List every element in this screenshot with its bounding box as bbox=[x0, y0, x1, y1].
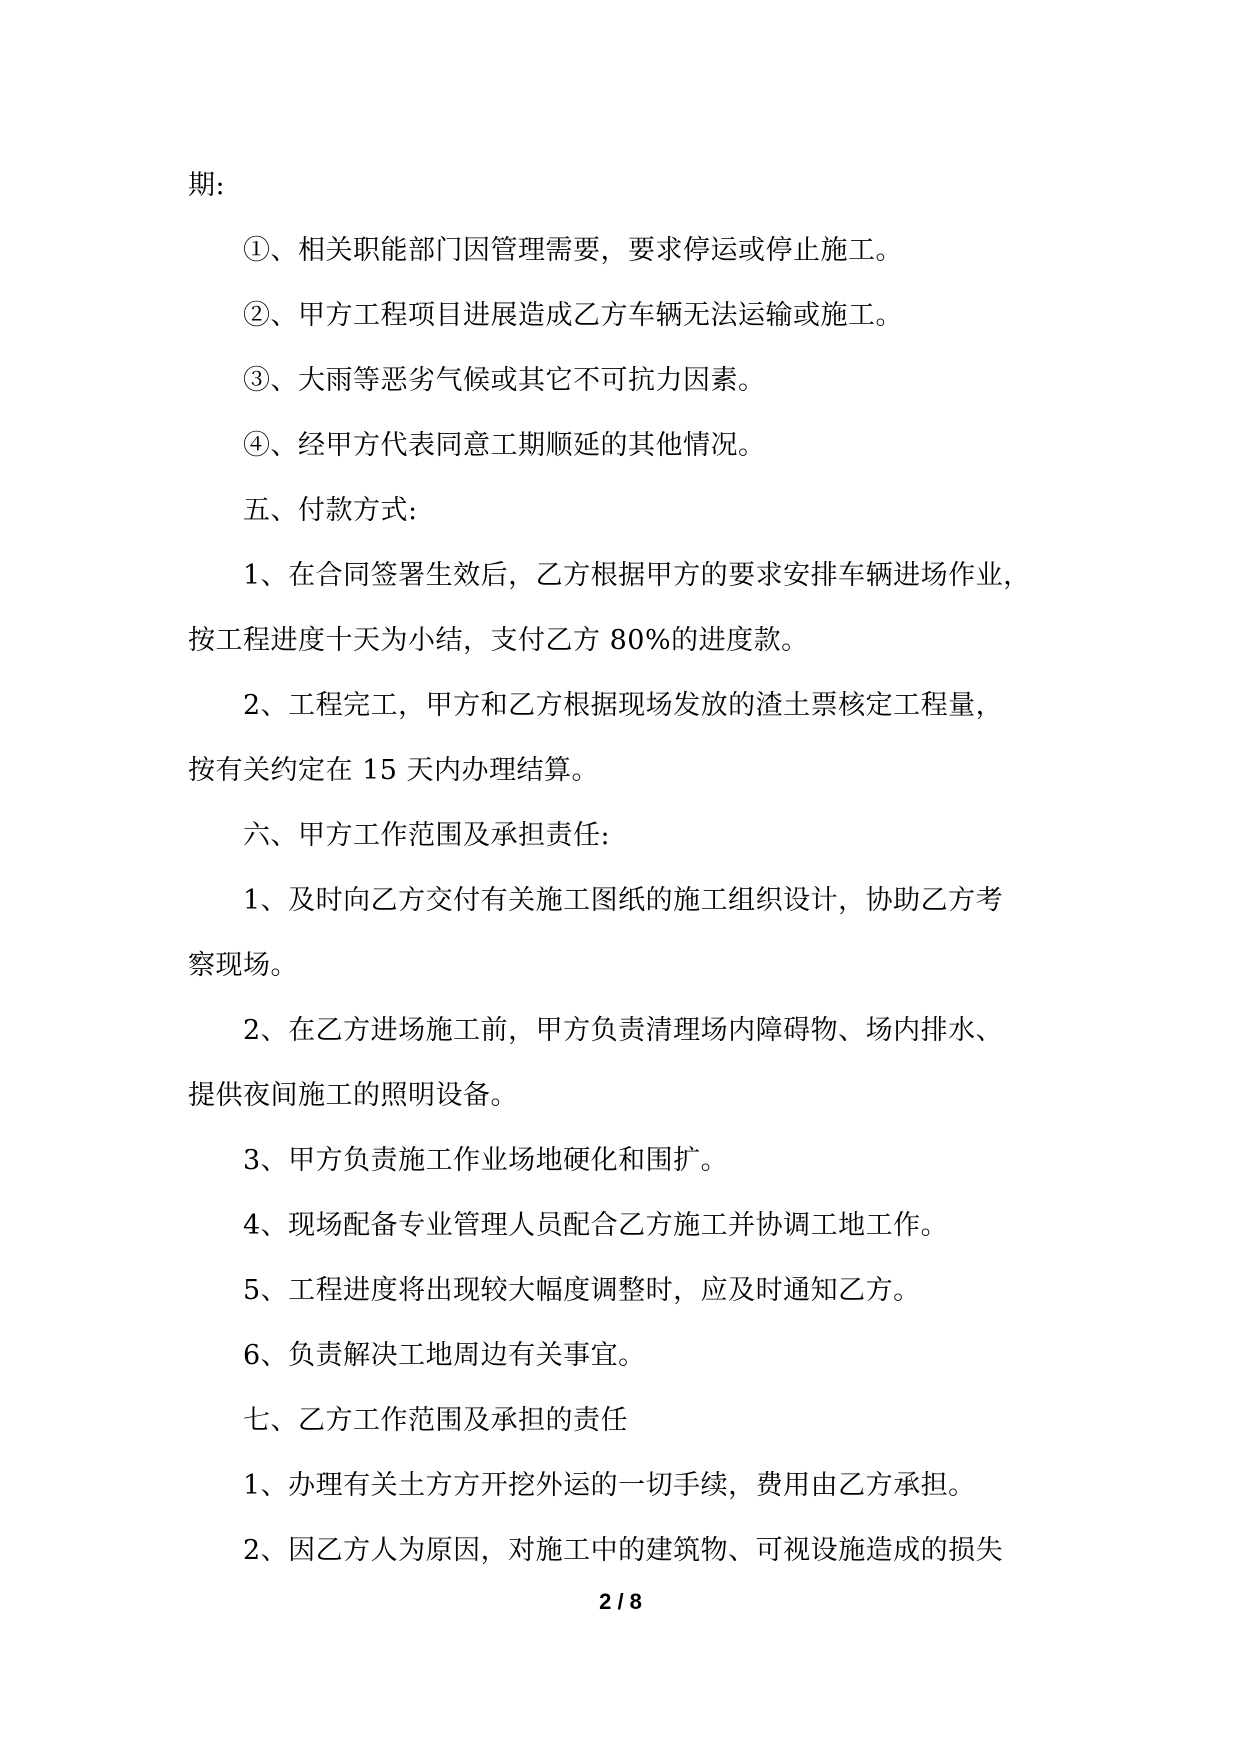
text-line: 期: bbox=[188, 170, 226, 201]
text-line: 提供夜间施工的照明设备。 bbox=[188, 1080, 518, 1111]
list-item: 2、工程完工，甲方和乙方根据现场发放的渣土票核定工程量， bbox=[243, 690, 1004, 721]
list-item: 6、负责解决工地周边有关事宜。 bbox=[243, 1340, 646, 1371]
list-item: ①、相关职能部门因管理需要，要求停运或停止施工。 bbox=[243, 235, 903, 266]
list-item: 2、因乙方人为原因，对施工中的建筑物、可视设施造成的损失 bbox=[243, 1535, 1004, 1566]
section-heading: 七、乙方工作范围及承担的责任 bbox=[243, 1405, 628, 1436]
list-item: ②、甲方工程项目进展造成乙方车辆无法运输或施工。 bbox=[243, 300, 903, 331]
list-item: 1、及时向乙方交付有关施工图纸的施工组织设计，协助乙方考 bbox=[243, 885, 1004, 916]
list-item: 1、办理有关土方方开挖外运的一切手续，费用由乙方承担。 bbox=[243, 1470, 976, 1501]
list-item: ④、经甲方代表同意工期顺延的其他情况。 bbox=[243, 430, 766, 461]
text-line: 察现场。 bbox=[188, 950, 298, 981]
list-item: 4、现场配备专业管理人员配合乙方施工并协调工地工作。 bbox=[243, 1210, 949, 1241]
list-item: 3、甲方负责施工作业场地硬化和围扩。 bbox=[243, 1145, 729, 1176]
list-item: 2、在乙方进场施工前，甲方负责清理场内障碍物、场内排水、 bbox=[243, 1015, 1004, 1046]
section-heading: 六、甲方工作范围及承担责任: bbox=[243, 820, 611, 851]
list-item: 1、在合同签署生效后，乙方根据甲方的要求安排车辆进场作业， bbox=[243, 560, 1031, 591]
list-item: ③、大雨等恶劣气候或其它不可抗力因素。 bbox=[243, 365, 766, 396]
text-line: 按有关约定在 15 天内办理结算。 bbox=[188, 755, 600, 786]
section-heading: 五、付款方式: bbox=[243, 495, 418, 526]
page-number: 2 / 8 bbox=[599, 1589, 642, 1614]
list-item: 5、工程进度将出现较大幅度调整时，应及时通知乙方。 bbox=[243, 1275, 921, 1306]
text-line: 按工程进度十天为小结，支付乙方 80%的进度款。 bbox=[188, 625, 809, 656]
